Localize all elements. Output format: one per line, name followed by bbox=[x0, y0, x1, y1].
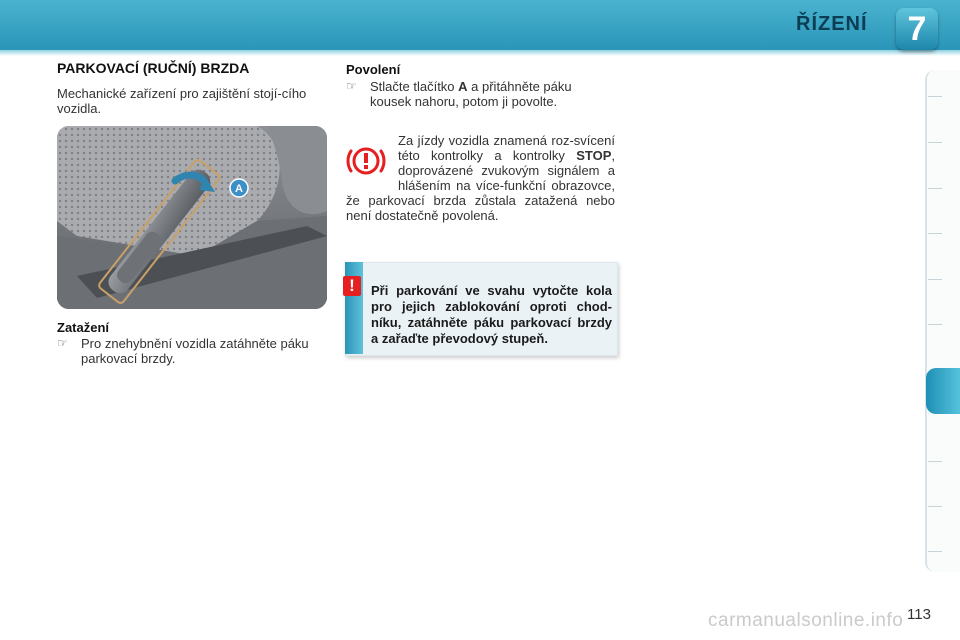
apply-subheading: Zatažení bbox=[57, 320, 110, 335]
handbrake-photo bbox=[57, 126, 327, 309]
intro-paragraph: Mechanické zařízení pro zajištění stojí-cího vozidla. bbox=[57, 86, 307, 116]
release-text-part: Stlačte tlačítko bbox=[370, 79, 459, 94]
chapter-number: 7 bbox=[907, 10, 927, 48]
pointing-hand-icon: ☞ bbox=[57, 336, 68, 350]
chapter-tab-strip bbox=[925, 70, 960, 572]
header-shadow bbox=[0, 50, 960, 56]
warning-text-part: Za jízdy vozidla znamená roz-svícení této kontrolky a kontrolky bbox=[398, 133, 615, 163]
tab-divider bbox=[928, 188, 942, 189]
tab-divider bbox=[928, 233, 942, 234]
note-text: Při parkování ve svahu vytočte kola pro jejich zablokování oproti chod-níku, zatáhněte páku parkovací brzdy a zařaďte převodový stupeň. bbox=[371, 283, 612, 346]
release-text-part: a přitáhněte páku kousek nahoru, potom ji povolte. bbox=[370, 79, 572, 109]
release-bullet-text bbox=[370, 79, 616, 109]
release-bullet bbox=[346, 79, 616, 111]
page-number: 113 bbox=[907, 606, 931, 623]
chapter-title: ŘÍZENÍ bbox=[796, 13, 868, 35]
tab-divider bbox=[928, 279, 942, 280]
tab-divider bbox=[928, 142, 942, 143]
release-subheading: Povolení bbox=[346, 62, 401, 77]
apply-bullet-text: Pro znehybnění vozidla zatáhněte páku parkovací brzdy. bbox=[81, 336, 309, 366]
stop-label: STOP bbox=[576, 148, 612, 163]
chapter-number-badge bbox=[896, 8, 938, 50]
tab-divider bbox=[928, 551, 942, 552]
tab-divider bbox=[928, 324, 942, 325]
active-chapter-tab[interactable] bbox=[926, 368, 960, 414]
tab-divider bbox=[928, 506, 942, 507]
brake-warning-icon bbox=[346, 144, 386, 178]
watermark: carmanualsonline.info bbox=[708, 610, 904, 631]
photo-label-a: A bbox=[235, 183, 243, 195]
tab-divider bbox=[928, 96, 942, 97]
pointing-hand-icon: ☞ bbox=[346, 79, 357, 93]
warning-paragraph bbox=[346, 133, 615, 223]
warning-text-part: , doprovázené zvukovým signálem a hlášením na více-funkční obrazovce, že parkovací brzda zůstala zatažená nebo není dostatečně povolená. bbox=[346, 148, 615, 223]
apply-bullet bbox=[57, 336, 327, 368]
handbrake-illustration bbox=[57, 126, 327, 309]
exclamation-icon: ! bbox=[343, 276, 361, 296]
tab-divider bbox=[928, 461, 942, 462]
button-a-label: A bbox=[458, 79, 468, 94]
section-title: PARKOVACÍ (RUČNÍ) BRZDA bbox=[57, 60, 250, 76]
